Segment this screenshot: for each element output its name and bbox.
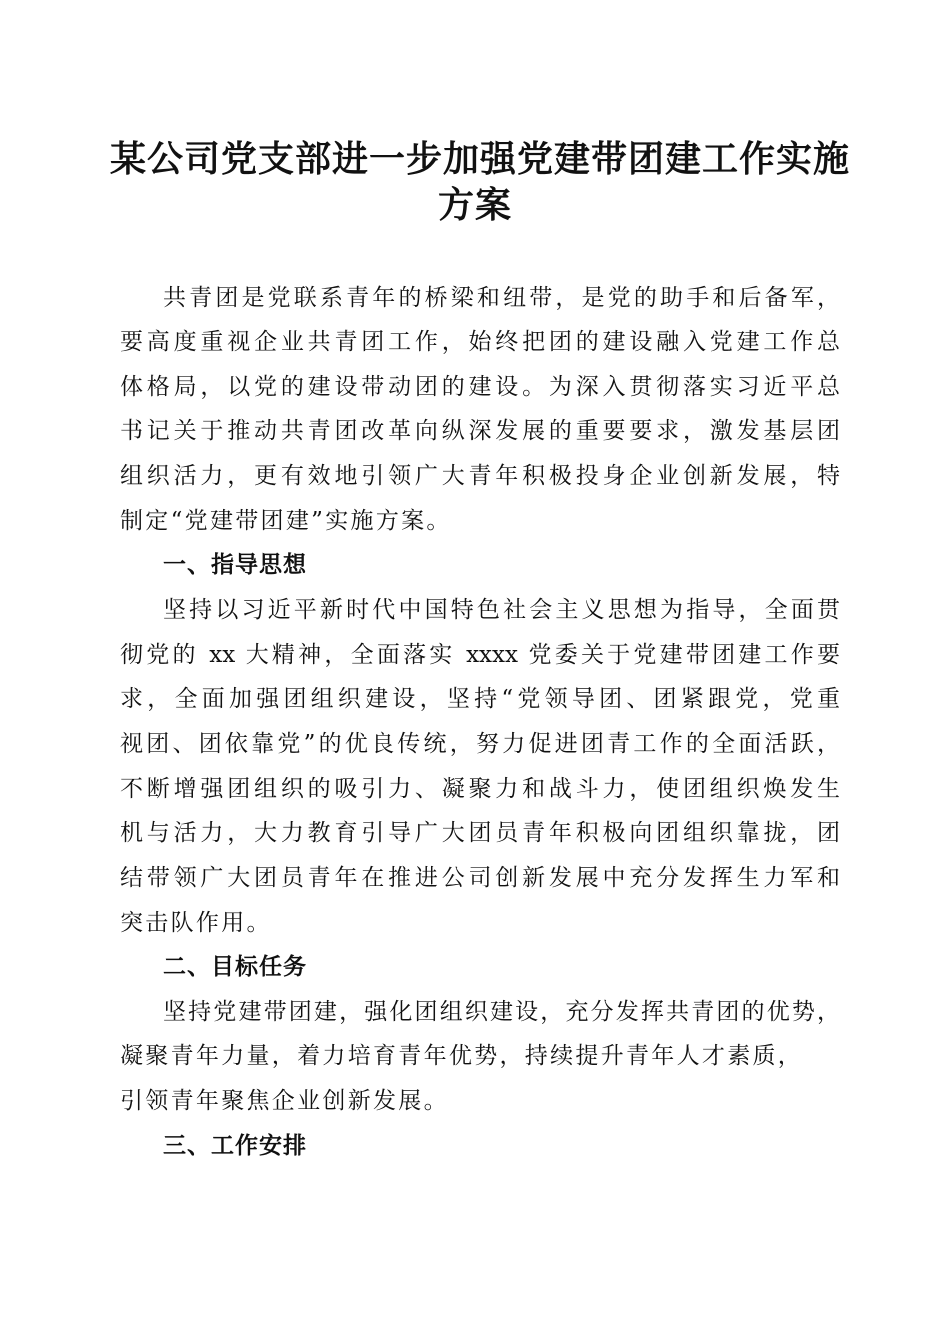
section1-line: 结带领广大团员青年在推进公司创新发展中充分发挥生力军和: [120, 865, 840, 891]
section-heading-work-arrangement: 三、工作安排: [163, 1133, 307, 1159]
section1-line: 不断增强团组织的吸引力、凝聚力和战斗力，使团组织焕发生: [120, 776, 840, 802]
intro-line: 共青团是党联系青年的桥梁和纽带，是党的助手和后备军，: [163, 285, 840, 311]
section-heading-goals-tasks: 二、目标任务: [163, 954, 307, 980]
section1-line: 机与活力，大力教育引导广大团员青年积极向团组织靠拢，团: [120, 820, 840, 846]
section2-line: 凝聚青年力量，着力培育青年优势，持续提升青年人才素质，: [120, 1043, 804, 1069]
document-title-line-2: 方案: [437, 185, 512, 226]
intro-line: 制定“党建带团建”实施方案。: [120, 508, 452, 534]
section2-line: 引领青年聚焦企业创新发展。: [120, 1088, 449, 1114]
section1-line: 求，全面加强团组织建设，坚持“党领导团、团紧跟党，党重: [120, 686, 840, 712]
section1-line: 彻党的 xx 大精神，全面落实 xxxx 党委关于党建带团建工作要: [120, 642, 840, 668]
section-heading-guiding-ideology: 一、指导思想: [163, 552, 307, 578]
section1-line: 突击队作用。: [120, 910, 272, 936]
section2-line: 坚持党建带团建，强化团组织建设，充分发挥共青团的优势，: [163, 999, 840, 1025]
document-title-line-1: 某公司党支部进一步加强党建带团建工作实施: [110, 139, 851, 180]
intro-line: 要高度重视企业共青团工作，始终把团的建设融入党建工作总: [120, 329, 840, 355]
intro-line: 书记关于推动共青团改革向纵深发展的重要要求，激发基层团: [120, 418, 840, 444]
section1-line: 视团、团依靠党”的优良传统，努力促进团青工作的全面活跃，: [120, 731, 840, 757]
intro-line: 体格局，以党的建设带动团的建设。为深入贯彻落实习近平总: [120, 374, 840, 400]
intro-line: 组织活力，更有效地引领广大青年积极投身企业创新发展，特: [120, 463, 840, 489]
section1-line: 坚持以习近平新时代中国特色社会主义思想为指导，全面贯: [163, 597, 840, 623]
